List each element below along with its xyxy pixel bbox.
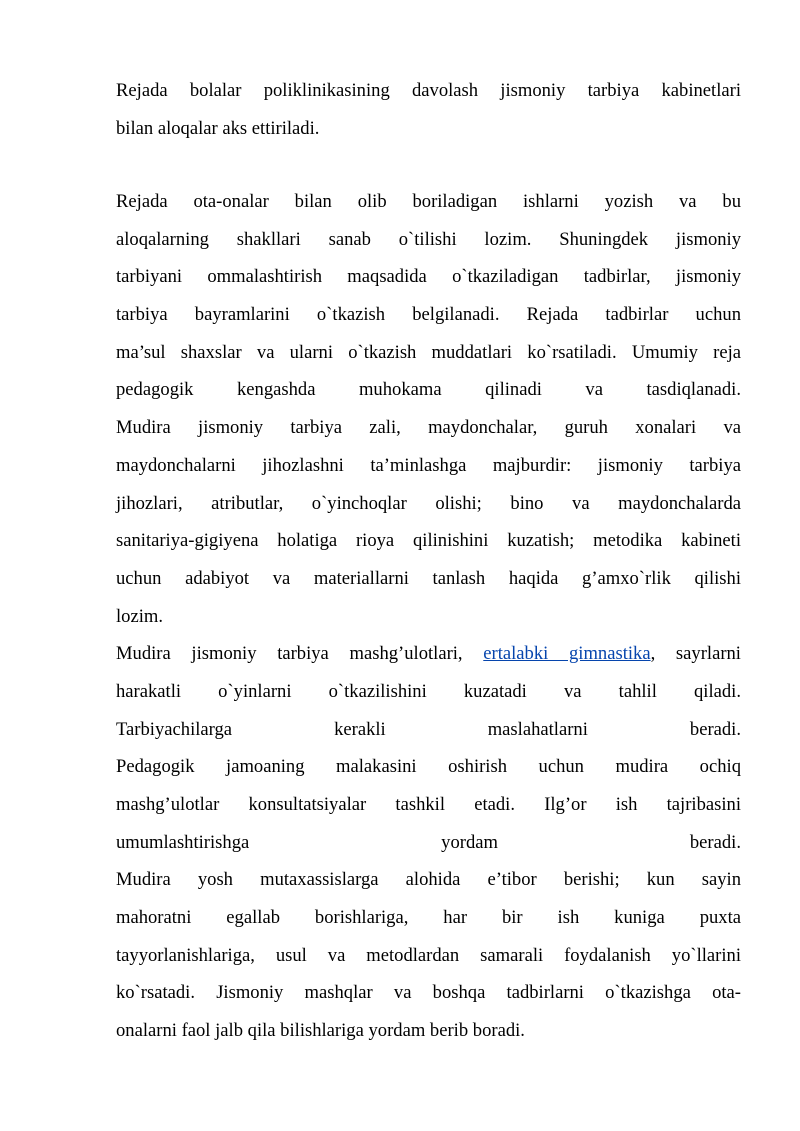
text-line: Mudira jismoniy tarbiya zali, maydonchalar, guruh xonalari va [116, 417, 741, 439]
paragraph-1 [116, 72, 741, 147]
text-line: harakatli o`yinlarni o`tkazilishini kuzatadi va tahlil qiladi. [116, 680, 741, 702]
text-line: tayyorlanishlariga, usul va metodlardan samarali foydalanish yo`llarini [116, 944, 741, 966]
paragraph-2 [116, 183, 741, 1050]
text-line: uchun adabiyot va materiallarni tanlash haqida g’amxo`rlik qilishi [116, 567, 741, 589]
text-line: tarbiya bayramlarini o`tkazish belgilanadi. Rejada tadbirlar uchun [116, 304, 741, 326]
text-line: ma’sul shaxslar va ularni o`tkazish muddatlari ko`rsatiladi. Umumiy reja [116, 341, 741, 363]
text-line: maydonchalarni jihozlashni ta’minlashga majburdir: jismoniy tarbiya [116, 454, 741, 476]
text-line: aloqalarning shakllari sanab o`tilishi lozim. Shuningdek jismoniy [116, 228, 741, 250]
text-segment: , sayrlarni [650, 643, 741, 665]
text-line: bilan aloqalar aks ettiriladi. [116, 117, 320, 139]
text-line: pedagogik kengashda muhokama qilinadi va tasdiqlanadi. [116, 379, 741, 401]
text-line: Pedagogik jamoaning malakasini oshirish uchun mudira ochiq [116, 756, 741, 778]
text-line-with-link [116, 635, 741, 673]
text-line: Rejada ota-onalar bilan olib boriladigan ishlarni yozish va bu [116, 191, 741, 212]
text-line: mahoratni egallab borishlariga, har bir ish kuniga puxta [116, 907, 741, 929]
text-line: onalarni faol jalb qila bilishlariga yordam berib boradi. [116, 1020, 525, 1042]
text-line: Mudira yosh mutaxassislarga alohida e’tibor berishi; kun sayin [116, 869, 741, 891]
text-line: sanitariya-gigiyena holatiga rioya qilinishini kuzatish; metodika kabineti [116, 530, 741, 552]
text-line: tarbiyani ommalashtirish maqsadida o`tkaziladigan tadbirlar, jismoniy [116, 266, 741, 288]
text-line: mashg’ulotlar konsultatsiyalar tashkil etadi. Ilg’or ish tajribasini [116, 794, 741, 815]
text-segment: Mudira jismoniy tarbiya mashg’ulotlari, [116, 643, 484, 665]
text-line: jihozlari, atributlar, o`yinchoqlar olishi; bino va maydonchalarda [116, 492, 741, 514]
text-line: umumlashtirishga yordam beradi. [116, 831, 741, 853]
text-line: Rejada bolalar poliklinikasining davolash jismoniy tarbiya kabinetlari [116, 80, 741, 101]
text-line: lozim. [116, 605, 163, 627]
text-line: ko`rsatadi. Jismoniy mashqlar va boshqa tadbirlarni o`tkazishga ota- [116, 982, 741, 1004]
ertalabki-gimnastika-link[interactable]: ertalabki gimnastika [483, 643, 651, 665]
text-line: Tarbiyachilarga kerakli maslahatlarni beradi. [116, 718, 741, 740]
